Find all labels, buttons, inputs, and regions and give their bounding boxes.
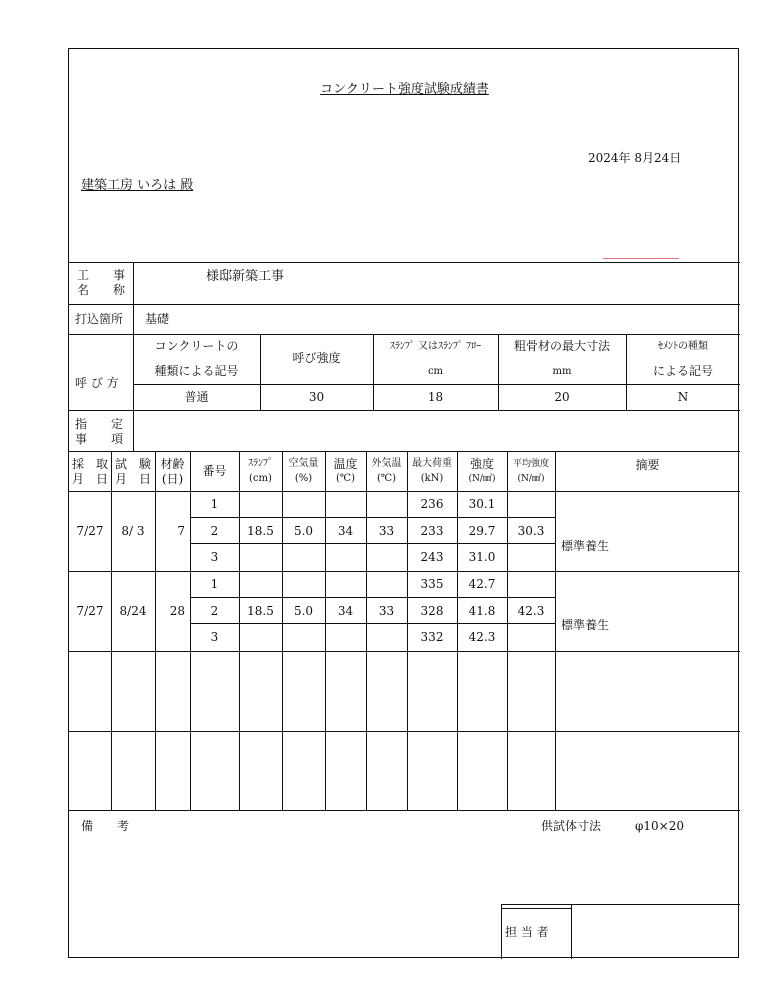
slump: 18.5 xyxy=(247,604,274,618)
designation-label: 呼 び 方 xyxy=(75,376,119,390)
specimen-number: 1 xyxy=(210,577,219,591)
col-slump: ｽﾗﾝﾌﾟ xyxy=(248,458,273,469)
test-date: 8/ 3 xyxy=(121,524,145,538)
concrete-type-header: 種類による記号 xyxy=(154,364,239,378)
header-rule xyxy=(603,258,679,259)
cement-value: N xyxy=(677,390,689,404)
summary: 標準養生 xyxy=(561,618,610,632)
col-age: (日) xyxy=(161,472,184,486)
concrete-temp: 34 xyxy=(337,524,354,538)
col-outside-temp: 外気温 xyxy=(371,458,402,469)
max-load: 332 xyxy=(420,630,444,644)
project-label: 工 事 xyxy=(77,268,126,282)
avg-strength: 30.3 xyxy=(517,524,545,538)
specimen-number: 1 xyxy=(210,497,219,511)
sample-date: 7/27 xyxy=(76,524,104,538)
specimen-size-value: φ10×20 xyxy=(635,819,684,833)
specimen-number: 3 xyxy=(210,630,219,644)
report-title: コンクリート強度試験成績書 xyxy=(320,82,489,97)
concrete-type-header: コンクリートの xyxy=(154,339,239,353)
max-load: 236 xyxy=(420,497,444,511)
strength: 31.0 xyxy=(468,550,496,564)
col-number: 番号 xyxy=(202,464,227,478)
recipient: 建築工房 いろは 殿 xyxy=(81,178,194,193)
col-temp: 温度 xyxy=(333,457,358,471)
strength: 42.7 xyxy=(468,577,496,591)
outside-temp: 33 xyxy=(378,524,395,538)
strength: 30.1 xyxy=(468,497,496,511)
concrete-type-value: 普通 xyxy=(184,390,209,404)
cement-header: による記号 xyxy=(652,364,713,378)
col-summary: 摘要 xyxy=(635,458,660,472)
test-date: 8/24 xyxy=(119,604,147,618)
col-age: 材齢 xyxy=(160,457,185,471)
col-strength: 強度 xyxy=(469,457,494,471)
specified-label: 事 項 xyxy=(75,432,124,446)
report-date: 2024年 8月24日 xyxy=(588,151,682,165)
avg-strength: 42.3 xyxy=(517,604,545,618)
max-load: 233 xyxy=(420,524,444,538)
summary: 標準養生 xyxy=(561,539,610,553)
col-avg-strength: (N/㎟) xyxy=(517,474,545,484)
specimen-number: 2 xyxy=(210,604,219,618)
air-content: 5.0 xyxy=(293,604,314,618)
project-label: 名 称 xyxy=(77,283,126,297)
specified-label: 指 定 xyxy=(75,417,124,431)
aggregate-value: 20 xyxy=(554,390,570,404)
max-load: 328 xyxy=(420,604,444,618)
nominal-strength-header: 呼び強度 xyxy=(292,351,341,365)
strength: 41.8 xyxy=(468,604,496,618)
col-air: 空気量 xyxy=(288,458,319,469)
strength: 42.3 xyxy=(468,630,496,644)
remarks-label: 備 考 xyxy=(81,819,130,833)
max-load: 335 xyxy=(420,577,444,591)
outside-temp: 33 xyxy=(378,604,395,618)
strength: 29.7 xyxy=(468,524,496,538)
concrete-temp: 34 xyxy=(337,604,354,618)
col-test-date: 月 日 xyxy=(114,472,151,486)
air-content: 5.0 xyxy=(293,524,314,538)
col-slump: (cm) xyxy=(249,473,272,484)
test-report-sheet xyxy=(68,48,739,958)
age: 7 xyxy=(177,524,185,538)
slump-unit: cm xyxy=(427,366,444,377)
sample-date: 7/27 xyxy=(76,604,104,618)
specimen-size-label: 供試体寸法 xyxy=(541,819,602,833)
col-sample-date: 月 日 xyxy=(71,472,108,486)
max-load: 243 xyxy=(420,550,444,564)
age: 28 xyxy=(169,604,185,618)
placement-value: 基礎 xyxy=(145,312,170,326)
specimen-number: 2 xyxy=(210,524,219,538)
specimen-number: 3 xyxy=(210,550,219,564)
col-air: (%) xyxy=(294,473,313,484)
aggregate-unit: mm xyxy=(552,366,572,377)
col-strength: (N/㎟) xyxy=(468,474,496,484)
cement-header: ｾﾒﾝﾄの種類 xyxy=(658,341,708,352)
person-in-charge-label: 担 当 者 xyxy=(505,925,549,939)
col-test-date: 試 験 xyxy=(114,457,151,471)
col-avg-strength: 平均強度 xyxy=(512,459,549,469)
col-outside-temp: (℃) xyxy=(377,473,396,484)
slump: 18.5 xyxy=(247,524,274,538)
col-max-load: 最大荷重 xyxy=(412,458,452,469)
col-sample-date: 採 取 xyxy=(71,457,108,471)
nominal-strength-value: 30 xyxy=(308,390,325,404)
placement-label: 打込箇所 xyxy=(75,312,124,326)
col-temp: (℃) xyxy=(336,473,355,484)
slump-header: ｽﾗﾝﾌﾟ 又はｽﾗﾝﾌﾟ ﾌﾛｰ xyxy=(389,341,482,352)
aggregate-header: 粗骨材の最大寸法 xyxy=(513,339,610,353)
project-name: 様邸新築工事 xyxy=(206,269,285,284)
slump-value: 18 xyxy=(427,390,444,404)
col-max-load: (kN) xyxy=(420,473,444,484)
